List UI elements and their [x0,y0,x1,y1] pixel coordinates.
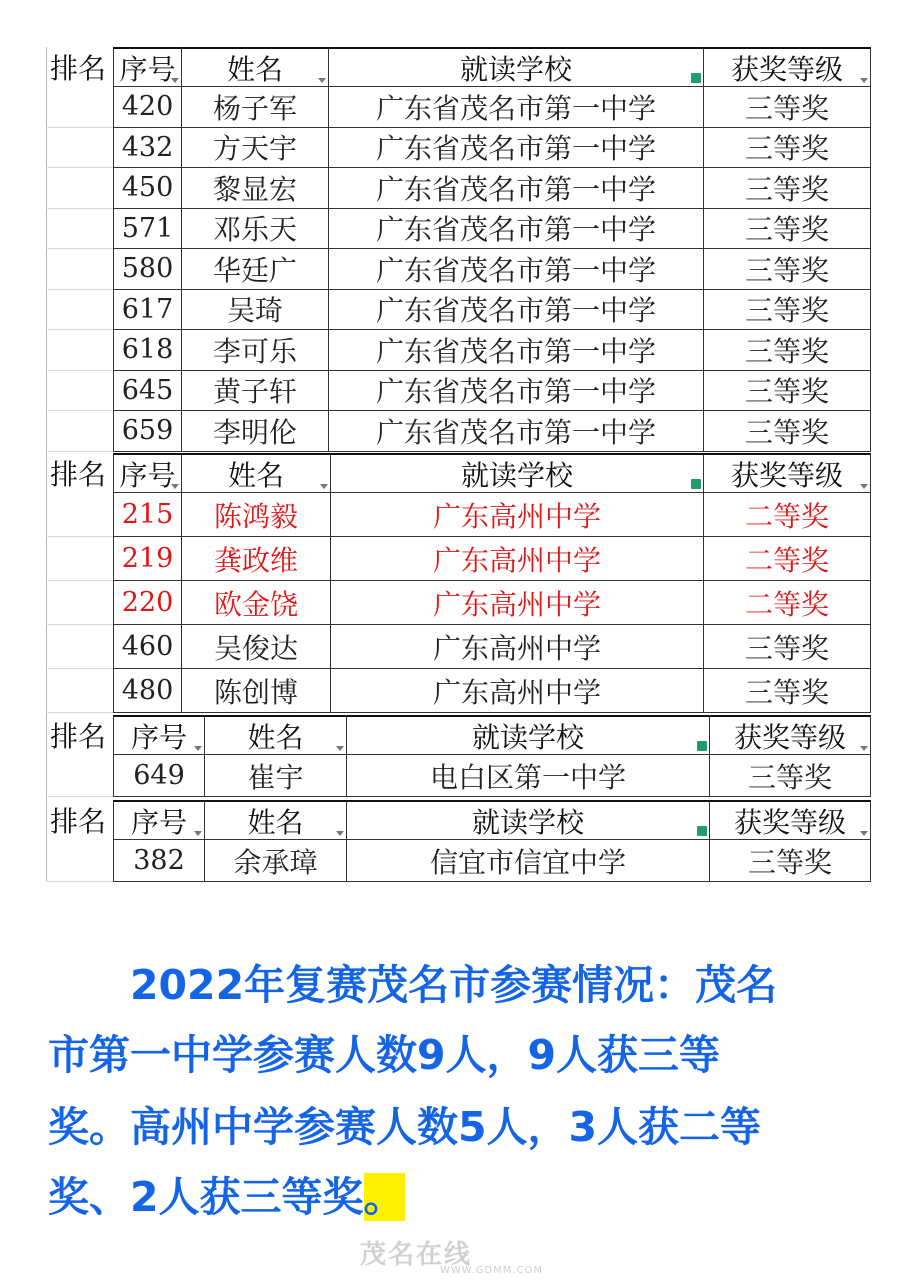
table-row [46,209,871,250]
table-row [46,371,871,412]
header-award[interactable]: 获奖等级 [710,800,871,840]
table-row [46,669,871,713]
table-row [46,128,871,169]
table-row [46,493,871,537]
table-row [46,330,871,371]
table-row [46,755,871,797]
school-cell[interactable]: 电白区第一中学 [347,755,710,797]
no-cell[interactable]: 219 [113,537,182,581]
no-cell[interactable]: 432 [113,128,182,169]
filter-dropdown-icon[interactable] [171,484,179,489]
filter-dropdown-icon[interactable] [860,746,868,751]
header-award[interactable]: 获奖等级 [710,715,871,755]
table-row [46,249,871,290]
school-cell[interactable]: 广东省茂名市第一中学 [329,371,704,412]
header-name[interactable]: 姓名 [182,453,331,493]
no-cell[interactable]: 460 [113,625,182,669]
table-row [46,581,871,625]
name-cell[interactable]: 李明伦 [182,411,329,452]
summary-end-highlight: 。 [363,1173,405,1221]
summary-line-2: 市第一中学参赛人数9人，9人获三等 [48,1031,721,1079]
header-rank: 排名 [50,720,107,753]
header-name[interactable]: 姓名 [205,800,347,840]
watermark-url: WWW.GDMM.COM [440,1265,544,1276]
award-cell[interactable]: 三等奖 [704,290,871,331]
rank-cell[interactable] [46,537,113,581]
header-name[interactable]: 姓名 [182,47,329,87]
school-cell[interactable]: 广东高州中学 [331,669,704,713]
rank-cell[interactable] [46,290,113,331]
filter-dropdown-icon[interactable] [336,746,344,751]
award-cell[interactable]: 三等奖 [704,371,871,412]
table-row [46,625,871,669]
no-cell[interactable]: 382 [113,840,205,882]
filter-dropdown-icon[interactable] [860,831,868,836]
filter-dropdown-icon[interactable] [860,78,868,83]
name-cell[interactable]: 陈创博 [182,669,331,713]
rank-cell[interactable] [46,493,113,537]
name-cell[interactable]: 吴俊达 [182,625,331,669]
no-cell[interactable]: 618 [113,330,182,371]
name-cell[interactable]: 黎显宏 [182,168,329,209]
table-gaozhou [46,453,871,713]
watermark-brand: 茂名在线 [360,1240,473,1270]
filter-active-icon[interactable] [697,826,707,836]
award-cell[interactable]: 三等奖 [704,411,871,452]
no-cell[interactable]: 215 [113,493,182,537]
header-school[interactable]: 就读学校 [331,453,704,493]
school-cell[interactable]: 广东省茂名市第一中学 [329,249,704,290]
summary-line-1: 2022年复赛茂名市参赛情况：茂名 [130,961,778,1009]
header-rank: 排名 [50,805,107,838]
no-cell[interactable]: 645 [113,371,182,412]
table-row [46,168,871,209]
header-rank: 排名 [50,458,107,491]
header-no[interactable]: 序号 [113,715,205,755]
rank-cell[interactable] [46,669,113,713]
school-cell[interactable]: 广东省茂名市第一中学 [329,128,704,169]
rank-cell[interactable] [46,411,113,452]
school-cell[interactable]: 广东省茂名市第一中学 [329,87,704,128]
rank-cell[interactable] [46,625,113,669]
rank-cell[interactable] [46,371,113,412]
no-cell[interactable]: 450 [113,168,182,209]
filter-dropdown-icon[interactable] [860,484,868,489]
table-row [46,840,871,882]
name-cell[interactable]: 方天宇 [182,128,329,169]
table-maoming-no1 [46,47,871,452]
rank-cell[interactable] [46,330,113,371]
no-cell[interactable]: 580 [113,249,182,290]
name-cell[interactable]: 黄子轩 [182,371,329,412]
no-cell[interactable]: 420 [113,87,182,128]
award-cell[interactable]: 三等奖 [704,669,871,713]
no-cell[interactable]: 571 [113,209,182,250]
table-dianbai [46,715,871,797]
award-cell[interactable]: 三等奖 [704,87,871,128]
no-cell[interactable]: 649 [113,755,205,797]
school-cell[interactable]: 广东省茂名市第一中学 [329,330,704,371]
award-cell[interactable]: 三等奖 [704,209,871,250]
name-cell[interactable]: 杨子军 [182,87,329,128]
rank-cell[interactable] [46,581,113,625]
summary-line-4 [48,1166,878,1228]
school-cell[interactable]: 信宜市信宜中学 [347,840,710,882]
name-cell[interactable]: 吴琦 [182,290,329,331]
rank-cell[interactable] [46,755,113,797]
award-cell[interactable]: 二等奖 [704,581,871,625]
rank-cell[interactable] [46,249,113,290]
no-cell[interactable]: 220 [113,581,182,625]
table-header-row [46,47,871,87]
summary-line-4-text: 奖、2人获三等奖 [48,1173,364,1221]
filter-dropdown-icon[interactable] [171,78,179,83]
award-cell[interactable]: 三等奖 [704,249,871,290]
table-xinyi [46,800,871,882]
rank-cell[interactable] [46,209,113,250]
header-name[interactable]: 姓名 [205,715,347,755]
award-cell[interactable]: 三等奖 [704,625,871,669]
award-cell[interactable]: 三等奖 [704,168,871,209]
table-row [46,537,871,581]
table-row [46,411,871,452]
table-header-row [46,800,871,840]
table-header-row [46,715,871,755]
name-cell[interactable]: 欧金饶 [182,581,331,625]
name-cell[interactable]: 崔宇 [205,755,347,797]
header-award[interactable]: 获奖等级 [704,47,871,87]
header-school[interactable]: 就读学校 [347,800,710,840]
school-cell[interactable]: 广东高州中学 [331,581,704,625]
name-cell[interactable]: 陈鸿毅 [182,493,331,537]
no-cell[interactable]: 617 [113,290,182,331]
header-award[interactable]: 获奖等级 [704,453,871,493]
rank-cell[interactable] [46,128,113,169]
header-school[interactable]: 就读学校 [347,715,710,755]
name-cell[interactable]: 李可乐 [182,330,329,371]
filter-active-icon[interactable] [691,73,701,83]
school-cell[interactable]: 广东省茂名市第一中学 [329,209,704,250]
table-row [46,290,871,331]
school-cell[interactable]: 广东省茂名市第一中学 [329,290,704,331]
school-cell[interactable]: 广东省茂名市第一中学 [329,411,704,452]
header-school[interactable]: 就读学校 [329,47,704,87]
award-cell[interactable]: 三等奖 [710,755,871,797]
summary-line-3: 奖。高州中学参赛人数5人，3人获二等 [48,1103,762,1151]
header-no[interactable]: 序号 [113,453,182,493]
table-header-row [46,453,871,493]
filter-dropdown-icon[interactable] [194,831,202,836]
name-cell[interactable]: 邓乐天 [182,209,329,250]
rank-cell[interactable] [46,168,113,209]
filter-dropdown-icon[interactable] [318,78,326,83]
filter-dropdown-icon[interactable] [336,831,344,836]
table-row [46,87,871,128]
no-cell[interactable]: 659 [113,411,182,452]
name-cell[interactable]: 龚政维 [182,537,331,581]
filter-dropdown-icon[interactable] [320,484,328,489]
no-cell[interactable]: 480 [113,669,182,713]
award-cell[interactable]: 二等奖 [704,537,871,581]
rank-cell[interactable] [46,87,113,128]
header-no[interactable]: 序号 [113,47,182,87]
award-cell[interactable]: 三等奖 [704,128,871,169]
filter-active-icon[interactable] [691,479,701,489]
filter-dropdown-icon[interactable] [194,746,202,751]
award-cell[interactable]: 二等奖 [704,493,871,537]
header-rank: 排名 [50,52,107,85]
school-cell[interactable]: 广东高州中学 [331,537,704,581]
school-cell[interactable]: 广东高州中学 [331,625,704,669]
school-cell[interactable]: 广东高州中学 [331,493,704,537]
rank-cell[interactable] [46,840,113,882]
name-cell[interactable]: 余承璋 [205,840,347,882]
name-cell[interactable]: 华廷广 [182,249,329,290]
filter-active-icon[interactable] [697,741,707,751]
school-cell[interactable]: 广东省茂名市第一中学 [329,168,704,209]
award-cell[interactable]: 三等奖 [704,330,871,371]
header-no[interactable]: 序号 [113,800,205,840]
award-cell[interactable]: 三等奖 [710,840,871,882]
